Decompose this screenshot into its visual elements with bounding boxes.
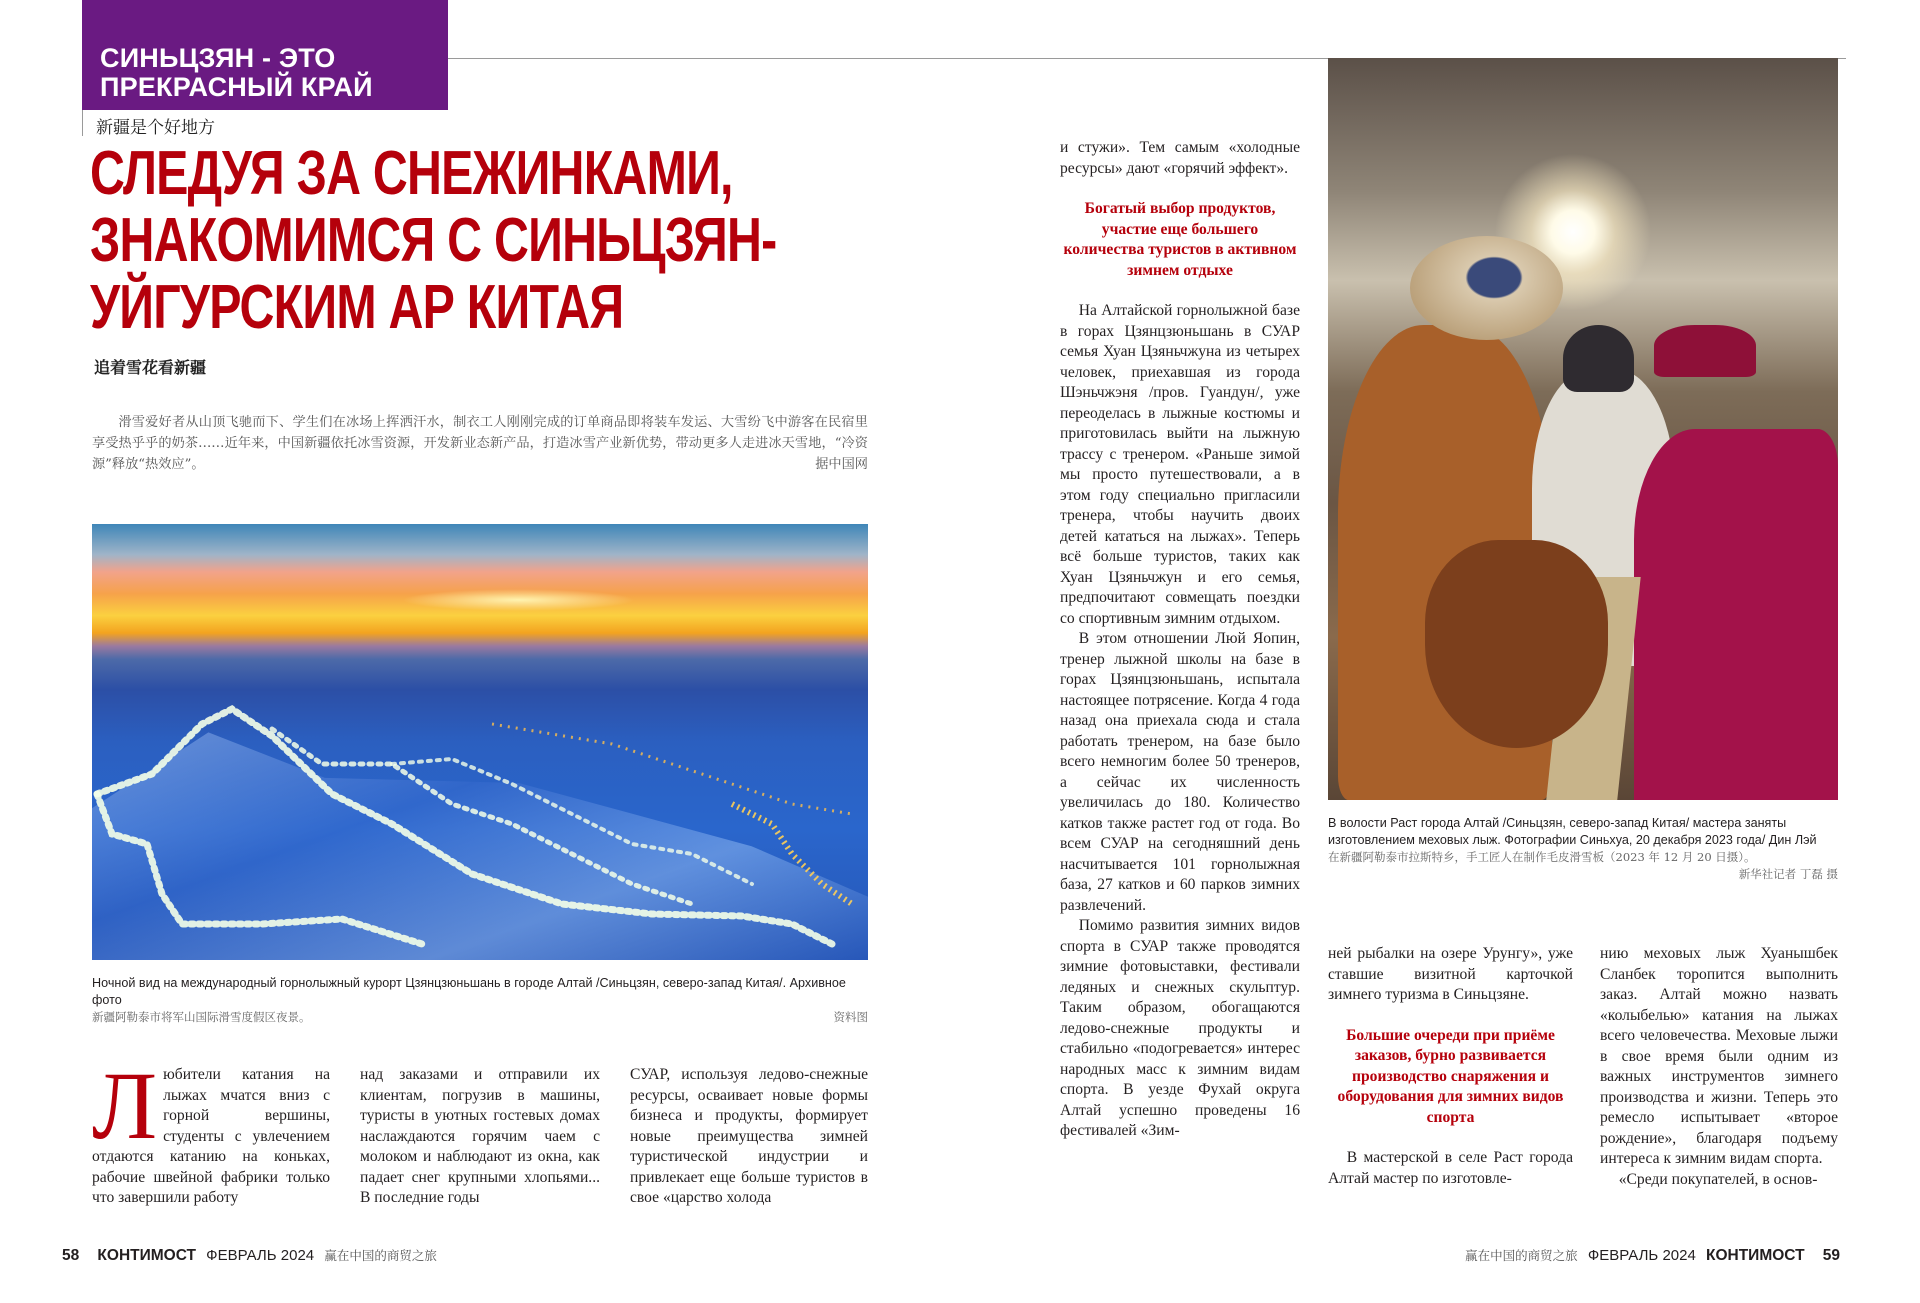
subheading-1: Богатый выбор продуктов, участие еще большего количества туристов в активном зимнем отдыхе — [1063, 200, 1297, 279]
headline-line-3: УЙГУРСКИМ АР КИТАЯ — [90, 273, 624, 342]
ski-resort-photo — [92, 524, 868, 960]
body-paragraph: над заказами и отправили их клиентам, погрузив в машины, туристы в уютных гостевых домах наслаждаются горячим чаем с молоком и наблюдают из окна, как падает снег крупными хлопьями... В последние годы — [360, 1066, 600, 1206]
footer-right — [1465, 1246, 1840, 1265]
body-paragraph: и стужи». Тем самым «холодные ресурсы» дают «горячий эффект». — [1060, 139, 1300, 177]
body-paragraph: ней рыбалки на озере Урунгу», уже ставшие визитной карточкой зимнего туризма в Синьцзяне. — [1328, 945, 1573, 1003]
fur-skis-workshop-photo — [1328, 58, 1838, 800]
page-number-left: 58 — [62, 1247, 80, 1264]
lead-paragraph-cn — [92, 412, 868, 475]
body-paragraph: В мастерской в селе Раст города Алтай мастер по изготовле- — [1328, 1149, 1573, 1187]
ski-trail-lights — [92, 524, 868, 960]
caption-cn-credit: 新华社记者 丁磊 摄 — [1738, 867, 1838, 881]
body-paragraph: На Алтайской горнолыжной базе в горах Цзянцзюньшань в СУАР семья Хуан Цзяньчжуна из четырех человек, приехавшая из города Шэньчжэня /пров. Гуандун/, уже переоделась в лыжные костюмы и приготовилась выйти на лыжную трассу с тренером. «Раньше зимой мы просто путешествовали, а в этом году специально пригласили тренера, чтобы научить двоих детей кататься на лыжах». Теперь всё больше туристов, таких как Хуан Цзяньчжун и его семья, предпочитают совмещать поездки со спортивным зимним отдыхом. — [1060, 302, 1300, 627]
body-paragraph: нию меховых лыж Хуанышбек Сланбек торопится выполнить заказ. Алтай можно назвать «колыбелью» катания на лыжах всего человечества. Меховые лыжи в свое время были одним из важных инструментов зимнего производства и жизни. Теперь это ремесло испытывает «второе рождение», благодаря подъему интереса к зимним видам спорта. — [1600, 945, 1838, 1167]
section-title-line-1: СИНЬЦЗЯН - ЭТО — [100, 43, 336, 73]
body-column-4 — [1060, 138, 1300, 1142]
magazine-brand: КОНТИМОСТ — [1706, 1247, 1805, 1264]
star-beanie — [1563, 325, 1634, 392]
section-subtitle-cn: 新疆是个好地方 — [96, 118, 215, 138]
issue-date: ФЕВРАЛЬ 2024 — [206, 1247, 315, 1264]
body-column-6 — [1600, 944, 1838, 1190]
section-header — [82, 0, 448, 110]
tagline-cn: 赢在中国的商贸之旅 — [1465, 1248, 1578, 1263]
header-tick-divider — [82, 110, 83, 136]
drop-cap: Л — [92, 1052, 158, 1159]
caption-cn: 新疆阿勒泰市将军山国际滑雪度假区夜景。 — [92, 1010, 311, 1024]
body-column-3 — [630, 1065, 868, 1209]
fur-pelt — [1425, 540, 1609, 748]
caption-ru: Ночной вид на международный горнолыжный курорт Цзянцзюньшань в городе Алтай /Синьцзян, северо-запад Китая/. Архивное фото — [92, 976, 846, 1007]
tagline-cn: 赢在中国的商贸之旅 — [324, 1248, 437, 1263]
body-paragraph: В этом отношении Люй Яопин, тренер лыжной школы на базе в горах Цзянцзюньшань, испытала настоящее потрясение. Когда 4 года назад она приехала сюда и стала работать тренером, на базе было всего немногим более 50 тренеров, а сейчас их численность увеличилась до 180. Количество катков также растет год от года. Во всем СУАР на сегодняшний день насчитывается 101 горнолыжная база, 27 катков и 60 парков зимних развлечений. — [1060, 630, 1300, 914]
headline-cn: 追着雪花看新疆 — [94, 358, 207, 377]
body-paragraph: «Среди покупателей, в основ- — [1618, 1170, 1818, 1188]
caption-cn-source: 资料图 — [833, 1010, 868, 1024]
body-paragraph: СУАР, используя ледово-снежные ресурсы, осваивает новые формы бизнеса и продукты, формирует новые преимущества зимней туристической индустрии и привлекает еще больше туристов в свое «царство холода — [630, 1066, 868, 1206]
headline-line-2: ЗНАКОМИМСЯ С СИНЬЦЗЯН- — [90, 206, 777, 275]
fur-skis-photo-caption — [1328, 815, 1838, 883]
page-number-right: 59 — [1822, 1247, 1840, 1264]
embroidered-cap — [1654, 325, 1756, 377]
lead-text-cn: 滑雪爱好者从山顶飞驰而下、学生们在冰场上挥洒汗水，制衣工人刚刚完成的订单商品即将装车发运、大雪纷飞中游客在民宿里享受热乎乎的奶茶……近年来，中国新疆依托冰雪资源，开发新业态新产品，打造冰雪产业新优势，带动更多人走进冰天雪地，“冷资源”释放“热效应”。 — [92, 415, 868, 472]
caption-ru: В волости Раст города Алтай /Синьцзян, северо-запад Китая/ мастера заняты изготовлением меховых лыж. Фотографии Синьхуа, 20 декабря 2023 года/ Дин Лэй — [1328, 816, 1817, 847]
body-column-1 — [92, 1052, 330, 1209]
lead-source-cn: 据中国网 — [815, 457, 868, 472]
section-title-line-2: ПРЕКРАСНЫЙ КРАЙ — [100, 72, 373, 102]
caption-cn: 在新疆阿勒泰市拉斯特乡，手工匠人在制作毛皮滑雪板（2023 年 12 月 20 日摄）。 — [1328, 850, 1756, 864]
issue-date: ФЕВРАЛЬ 2024 — [1587, 1247, 1696, 1264]
body-column-2 — [360, 1065, 600, 1209]
footer-left — [62, 1246, 437, 1265]
fur-hat — [1410, 236, 1563, 340]
article-headline — [90, 139, 777, 342]
ski-photo-caption — [92, 975, 868, 1026]
magazine-brand: КОНТИМОСТ — [97, 1247, 196, 1264]
body-paragraph: Помимо развития зимних видов спорта в СУАР также проводятся зимние фотовыставки, фестивали ледяных и снежных скульптур. Таким образом, обогащаются ледово-снежные продукты и стабильно «подогревается» интерес народных масс к зимним видам спорта. В уезде Фухай округа Алтай успешно проведены 16 фестивалей «Зим- — [1060, 917, 1300, 1139]
headline-line-1: СЛЕДУЯ ЗА СНЕЖИНКАМИ, — [90, 139, 733, 208]
body-column-5 — [1328, 944, 1573, 1189]
subheading-2: Большие очереди при приёме заказов, бурно развивается производство снаряжения и оборудования для зимних видов спорта — [1337, 1026, 1564, 1126]
body-paragraph: юбители катания на лыжах мчатся вниз с горной вершины, студенты с увлечением отдаются катанию на коньках, рабочие швейной фабрики только что завершили работу — [92, 1066, 330, 1206]
elder-craftsman-red-coat — [1634, 429, 1838, 800]
